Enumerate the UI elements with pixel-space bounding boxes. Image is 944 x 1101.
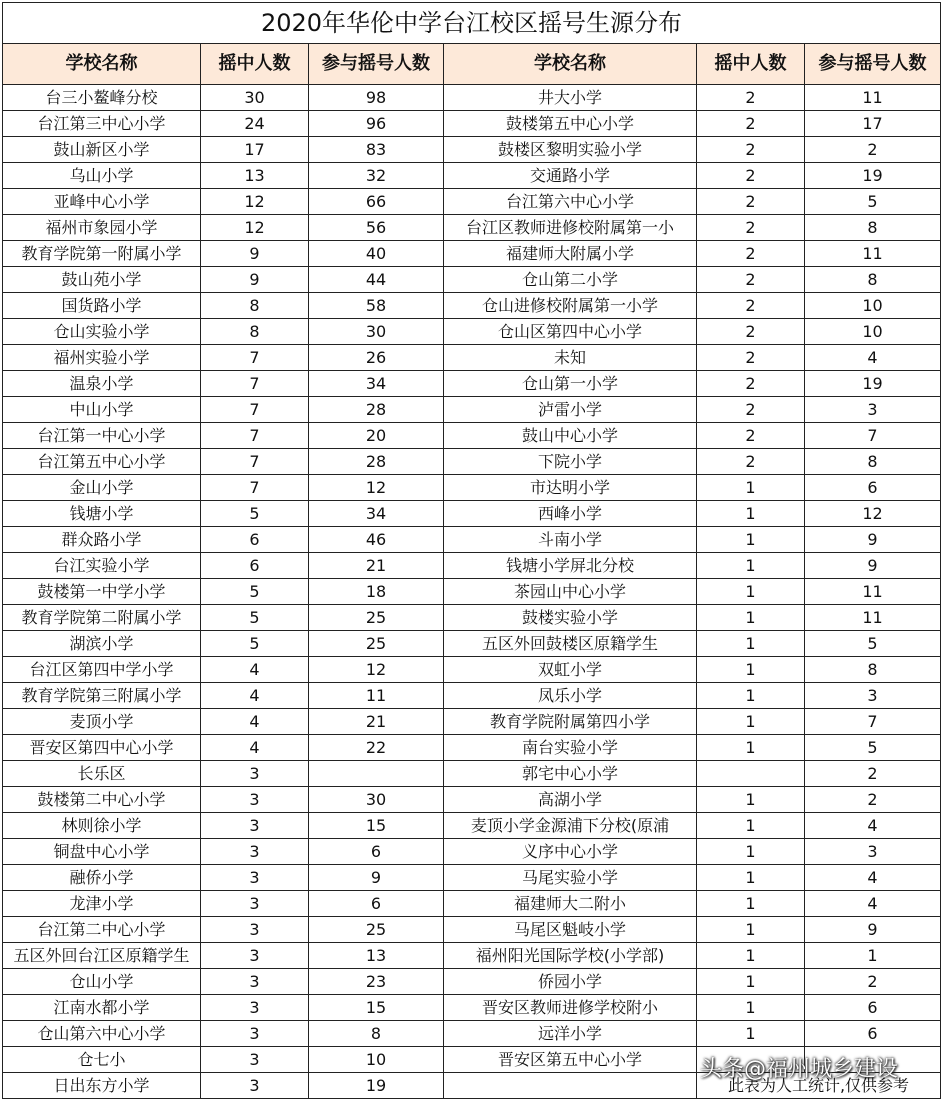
table-title: 2020年华伦中学台江校区摇号生源分布: [3, 3, 941, 44]
cell-participants: 11: [805, 579, 941, 605]
cell-participants: 11: [805, 241, 941, 267]
table-row: [3, 241, 941, 267]
cell-selected: 8: [201, 293, 309, 319]
cell-school: 乌山小学: [3, 163, 201, 189]
cell-school: 交通路小学: [444, 163, 697, 189]
cell-selected: 1: [697, 865, 805, 891]
cell-school: 茶园山中心小学: [444, 579, 697, 605]
cell-school: 鼓楼实验小学: [444, 605, 697, 631]
cell-school: 泸雷小学: [444, 397, 697, 423]
cell-selected: 9: [201, 267, 309, 293]
cell-selected: 2: [697, 449, 805, 475]
cell-participants: 6: [805, 1021, 941, 1047]
cell-school: 钱塘小学: [3, 501, 201, 527]
cell-participants: 26: [309, 345, 444, 371]
cell-participants: 9: [309, 865, 444, 891]
cell-participants: 25: [309, 605, 444, 631]
cell-selected: 1: [697, 891, 805, 917]
cell-selected: 7: [201, 449, 309, 475]
cell-selected: 12: [201, 189, 309, 215]
cell-selected: 17: [201, 137, 309, 163]
cell-school: 马尾区魁岐小学: [444, 917, 697, 943]
table-row: [3, 969, 941, 995]
cell-selected: 1: [697, 579, 805, 605]
cell-selected: 1: [697, 501, 805, 527]
cell-selected: 3: [201, 917, 309, 943]
cell-school: 林则徐小学: [3, 813, 201, 839]
cell-school: 五区外回台江区原籍学生: [3, 943, 201, 969]
cell-participants: 8: [805, 449, 941, 475]
cell-participants: 6: [309, 891, 444, 917]
cell-participants: 10: [805, 293, 941, 319]
table-row: [3, 527, 941, 553]
cell-school: 日出东方小学: [3, 1073, 201, 1099]
cell-selected: 2: [697, 267, 805, 293]
cell-school: [444, 1073, 697, 1099]
cell-school: 晋安区第五中心小学: [444, 1047, 697, 1073]
cell-selected: 7: [201, 397, 309, 423]
cell-participants: 8: [805, 657, 941, 683]
cell-school: 鼓楼第二中心小学: [3, 787, 201, 813]
cell-selected: 5: [201, 631, 309, 657]
table-row: [3, 293, 941, 319]
cell-school: 义序中心小学: [444, 839, 697, 865]
cell-school: 鼓山新区小学: [3, 137, 201, 163]
cell-participants: 10: [309, 1047, 444, 1073]
cell-participants: 30: [309, 319, 444, 345]
cell-participants: 44: [309, 267, 444, 293]
cell-school: 下院小学: [444, 449, 697, 475]
cell-participants: 25: [309, 631, 444, 657]
cell-school: 井大小学: [444, 85, 697, 111]
watermark: [700, 1052, 898, 1083]
cell-selected: 9: [201, 241, 309, 267]
header-participants-right: 参与摇号人数: [805, 44, 941, 85]
table-row: [3, 501, 941, 527]
cell-school: 金山小学: [3, 475, 201, 501]
cell-selected: 1: [697, 735, 805, 761]
cell-selected: 1: [697, 709, 805, 735]
table-row: [3, 449, 941, 475]
cell-school: 仓山第六中心小学: [3, 1021, 201, 1047]
cell-selected: 1: [697, 553, 805, 579]
cell-participants: 28: [309, 397, 444, 423]
cell-school: 龙津小学: [3, 891, 201, 917]
table-row: [3, 397, 941, 423]
cell-participants: 6: [805, 475, 941, 501]
cell-school: 台江第六中心小学: [444, 189, 697, 215]
cell-participants: 2: [805, 137, 941, 163]
table-row: [3, 85, 941, 111]
cell-school: 中山小学: [3, 397, 201, 423]
cell-selected: 2: [697, 241, 805, 267]
cell-participants: 66: [309, 189, 444, 215]
cell-participants: 96: [309, 111, 444, 137]
cell-participants: 6: [309, 839, 444, 865]
cell-school: 长乐区: [3, 761, 201, 787]
cell-school: 仓山小学: [3, 969, 201, 995]
cell-participants: 40: [309, 241, 444, 267]
cell-participants: 21: [309, 553, 444, 579]
cell-school: 教育学院附属第四小学: [444, 709, 697, 735]
table-row: [3, 683, 941, 709]
cell-selected: 1: [697, 969, 805, 995]
cell-school: 福建师大二附小: [444, 891, 697, 917]
cell-selected: 1: [697, 787, 805, 813]
cell-participants: 17: [805, 111, 941, 137]
table-row: [3, 995, 941, 1021]
cell-participants: 13: [309, 943, 444, 969]
table-row: [3, 839, 941, 865]
cell-school: 教育学院第二附属小学: [3, 605, 201, 631]
cell-selected: 1: [697, 631, 805, 657]
cell-selected: 4: [201, 683, 309, 709]
cell-school: 融侨小学: [3, 865, 201, 891]
cell-selected: 4: [201, 657, 309, 683]
cell-selected: 3: [201, 787, 309, 813]
cell-participants: 21: [309, 709, 444, 735]
cell-participants: 2: [805, 969, 941, 995]
cell-selected: 2: [697, 215, 805, 241]
cell-selected: 7: [201, 475, 309, 501]
table-row: [3, 371, 941, 397]
cell-selected: 3: [201, 943, 309, 969]
cell-school: 仓山实验小学: [3, 319, 201, 345]
cell-participants: 4: [805, 865, 941, 891]
cell-selected: 2: [697, 371, 805, 397]
spreadsheet: [2, 2, 940, 1099]
cell-participants: 18: [309, 579, 444, 605]
table-row: [3, 553, 941, 579]
cell-school: 西峰小学: [444, 501, 697, 527]
header-school-left: 学校名称: [3, 44, 201, 85]
cell-school: 台江区第四中学小学: [3, 657, 201, 683]
table-row: [3, 137, 941, 163]
cell-school: 群众路小学: [3, 527, 201, 553]
watermark-handle: @福州城乡建设: [744, 1057, 899, 1082]
cell-participants: 9: [805, 527, 941, 553]
cell-participants: 34: [309, 501, 444, 527]
table-row: [3, 215, 941, 241]
cell-participants: 9: [805, 917, 941, 943]
cell-school: 铜盘中心小学: [3, 839, 201, 865]
cell-selected: 2: [697, 397, 805, 423]
cell-participants: 32: [309, 163, 444, 189]
cell-selected: 1: [697, 1021, 805, 1047]
cell-selected: 1: [697, 943, 805, 969]
cell-school: 市达明小学: [444, 475, 697, 501]
cell-school: 仓七小: [3, 1047, 201, 1073]
cell-school: 斗南小学: [444, 527, 697, 553]
cell-school: 亚峰中心小学: [3, 189, 201, 215]
cell-selected: 3: [201, 1021, 309, 1047]
cell-selected: 3: [201, 813, 309, 839]
table-row: [3, 111, 941, 137]
table-row: [3, 891, 941, 917]
cell-school: 麦顶小学: [3, 709, 201, 735]
table-row: [3, 319, 941, 345]
cell-participants: 8: [805, 215, 941, 241]
cell-participants: 8: [309, 1021, 444, 1047]
table-row: [3, 163, 941, 189]
cell-school: 未知: [444, 345, 697, 371]
cell-participants: 58: [309, 293, 444, 319]
cell-school: 晋安区第四中心小学: [3, 735, 201, 761]
cell-participants: 28: [309, 449, 444, 475]
cell-participants: 7: [805, 709, 941, 735]
table-row: [3, 761, 941, 787]
cell-selected: 13: [201, 163, 309, 189]
cell-school: 江南水都小学: [3, 995, 201, 1021]
cell-participants: 7: [805, 423, 941, 449]
cell-school: 湖滨小学: [3, 631, 201, 657]
cell-participants: 1: [805, 943, 941, 969]
cell-participants: 22: [309, 735, 444, 761]
cell-participants: 2: [805, 761, 941, 787]
cell-selected: 30: [201, 85, 309, 111]
cell-participants: 15: [309, 813, 444, 839]
header-row: [3, 44, 941, 85]
cell-school: 五区外回鼓楼区原籍学生: [444, 631, 697, 657]
header-school-right: 学校名称: [444, 44, 697, 85]
cell-selected: 3: [201, 761, 309, 787]
cell-selected: 1: [697, 839, 805, 865]
cell-school: 台三小鳌峰分校: [3, 85, 201, 111]
cell-selected: 1: [697, 475, 805, 501]
table-row: [3, 605, 941, 631]
cell-participants: 30: [309, 787, 444, 813]
cell-selected: 5: [201, 605, 309, 631]
cell-school: 鼓楼第五中心小学: [444, 111, 697, 137]
table-row: [3, 813, 941, 839]
cell-selected: 1: [697, 917, 805, 943]
table-row: [3, 735, 941, 761]
cell-selected: 7: [201, 423, 309, 449]
cell-participants: 8: [805, 267, 941, 293]
cell-school: 福建师大附属小学: [444, 241, 697, 267]
table-row: [3, 345, 941, 371]
cell-participants: 5: [805, 735, 941, 761]
cell-participants: 4: [805, 891, 941, 917]
table-row: [3, 787, 941, 813]
cell-selected: 2: [697, 423, 805, 449]
cell-selected: 1: [697, 657, 805, 683]
cell-participants: 19: [805, 163, 941, 189]
distribution-table: [2, 2, 941, 1099]
cell-selected: 1: [697, 813, 805, 839]
table-row: [3, 865, 941, 891]
cell-participants: 5: [805, 189, 941, 215]
cell-selected: 12: [201, 215, 309, 241]
cell-selected: 1: [697, 995, 805, 1021]
cell-participants: 12: [309, 475, 444, 501]
table-row: [3, 579, 941, 605]
cell-selected: 3: [201, 1047, 309, 1073]
cell-participants: 4: [805, 813, 941, 839]
cell-participants: 11: [309, 683, 444, 709]
cell-participants: 83: [309, 137, 444, 163]
cell-participants: 6: [805, 995, 941, 1021]
cell-school: 教育学院第一附属小学: [3, 241, 201, 267]
cell-school: 仓山第一小学: [444, 371, 697, 397]
cell-school: 双虹小学: [444, 657, 697, 683]
cell-school: 侨园小学: [444, 969, 697, 995]
cell-participants: 11: [805, 605, 941, 631]
cell-school: 凤乐小学: [444, 683, 697, 709]
cell-school: 福州市象园小学: [3, 215, 201, 241]
cell-participants: 3: [805, 839, 941, 865]
cell-selected: 6: [201, 527, 309, 553]
cell-participants: 98: [309, 85, 444, 111]
cell-participants: 4: [805, 345, 941, 371]
table-row: [3, 423, 941, 449]
cell-school: 台江第五中心小学: [3, 449, 201, 475]
table-row: [3, 1021, 941, 1047]
title-row: [3, 3, 941, 44]
cell-participants: 34: [309, 371, 444, 397]
cell-participants: [309, 761, 444, 787]
header-selected-left: 摇中人数: [201, 44, 309, 85]
cell-selected: 2: [697, 345, 805, 371]
cell-participants: 5: [805, 631, 941, 657]
cell-selected: 2: [697, 111, 805, 137]
cell-participants: 25: [309, 917, 444, 943]
cell-school: 鼓楼区黎明实验小学: [444, 137, 697, 163]
table-row: [3, 917, 941, 943]
cell-participants: 23: [309, 969, 444, 995]
table-row: [3, 631, 941, 657]
cell-selected: 2: [697, 293, 805, 319]
cell-selected: 5: [201, 501, 309, 527]
cell-selected: 2: [697, 85, 805, 111]
cell-selected: 6: [201, 553, 309, 579]
cell-selected: 1: [697, 605, 805, 631]
cell-selected: 2: [697, 137, 805, 163]
cell-school: 马尾实验小学: [444, 865, 697, 891]
cell-participants: 12: [805, 501, 941, 527]
header-participants-left: 参与摇号人数: [309, 44, 444, 85]
cell-school: 台江第二中心小学: [3, 917, 201, 943]
cell-school: 教育学院第三附属小学: [3, 683, 201, 709]
cell-selected: 7: [201, 345, 309, 371]
cell-selected: 3: [201, 839, 309, 865]
cell-school: 鼓山苑小学: [3, 267, 201, 293]
cell-selected: 4: [201, 735, 309, 761]
cell-school: 仓山进修校附属第一小学: [444, 293, 697, 319]
cell-school: 仓山区第四中心小学: [444, 319, 697, 345]
cell-participants: 3: [805, 683, 941, 709]
cell-school: 郭宅中心小学: [444, 761, 697, 787]
cell-school: 高湖小学: [444, 787, 697, 813]
cell-selected: 2: [697, 189, 805, 215]
cell-participants: 20: [309, 423, 444, 449]
cell-participants: 46: [309, 527, 444, 553]
cell-selected: 3: [201, 969, 309, 995]
cell-selected: 3: [201, 1073, 309, 1099]
cell-selected: [697, 761, 805, 787]
cell-school: 福州实验小学: [3, 345, 201, 371]
cell-school: 鼓楼第一中学小学: [3, 579, 201, 605]
cell-participants: 2: [805, 787, 941, 813]
cell-school: 晋安区教师进修学校附小: [444, 995, 697, 1021]
cell-participants: 56: [309, 215, 444, 241]
cell-selected: 7: [201, 371, 309, 397]
cell-school: 台江第一中心小学: [3, 423, 201, 449]
cell-school: 台江第三中心小学: [3, 111, 201, 137]
cell-participants: 9: [805, 553, 941, 579]
cell-selected: 1: [697, 683, 805, 709]
cell-participants: 19: [805, 371, 941, 397]
cell-school: 仓山第二小学: [444, 267, 697, 293]
cell-selected: 3: [201, 891, 309, 917]
cell-school: 温泉小学: [3, 371, 201, 397]
cell-selected: 2: [697, 163, 805, 189]
cell-selected: 4: [201, 709, 309, 735]
cell-selected: 2: [697, 319, 805, 345]
cell-participants: 10: [805, 319, 941, 345]
cell-selected: 3: [201, 865, 309, 891]
cell-school: 鼓山中心小学: [444, 423, 697, 449]
cell-selected: 1: [697, 527, 805, 553]
cell-selected: 5: [201, 579, 309, 605]
cell-school: 国货路小学: [3, 293, 201, 319]
cell-school: 台江实验小学: [3, 553, 201, 579]
cell-participants: 3: [805, 397, 941, 423]
note-text: 此表为人工统计,仅供参考: [697, 1073, 941, 1099]
cell-participants: 15: [309, 995, 444, 1021]
cell-selected: 24: [201, 111, 309, 137]
table-row: [3, 267, 941, 293]
table-row: [3, 657, 941, 683]
cell-selected: 3: [201, 995, 309, 1021]
cell-participants: 19: [309, 1073, 444, 1099]
header-selected-right: 摇中人数: [697, 44, 805, 85]
table-row: [3, 189, 941, 215]
cell-school: 麦顶小学金源浦下分校(原浦: [444, 813, 697, 839]
cell-school: 台江区教师进修校附属第一小: [444, 215, 697, 241]
cell-school: 南台实验小学: [444, 735, 697, 761]
table-row: [3, 709, 941, 735]
table-row: [3, 475, 941, 501]
cell-school: 钱塘小学屏北分校: [444, 553, 697, 579]
cell-participants: 12: [309, 657, 444, 683]
cell-participants: 11: [805, 85, 941, 111]
cell-school: 福州阳光国际学校(小学部): [444, 943, 697, 969]
cell-school: 远洋小学: [444, 1021, 697, 1047]
cell-selected: 8: [201, 319, 309, 345]
table-row: [3, 943, 941, 969]
watermark-prefix: 头条: [700, 1057, 745, 1082]
